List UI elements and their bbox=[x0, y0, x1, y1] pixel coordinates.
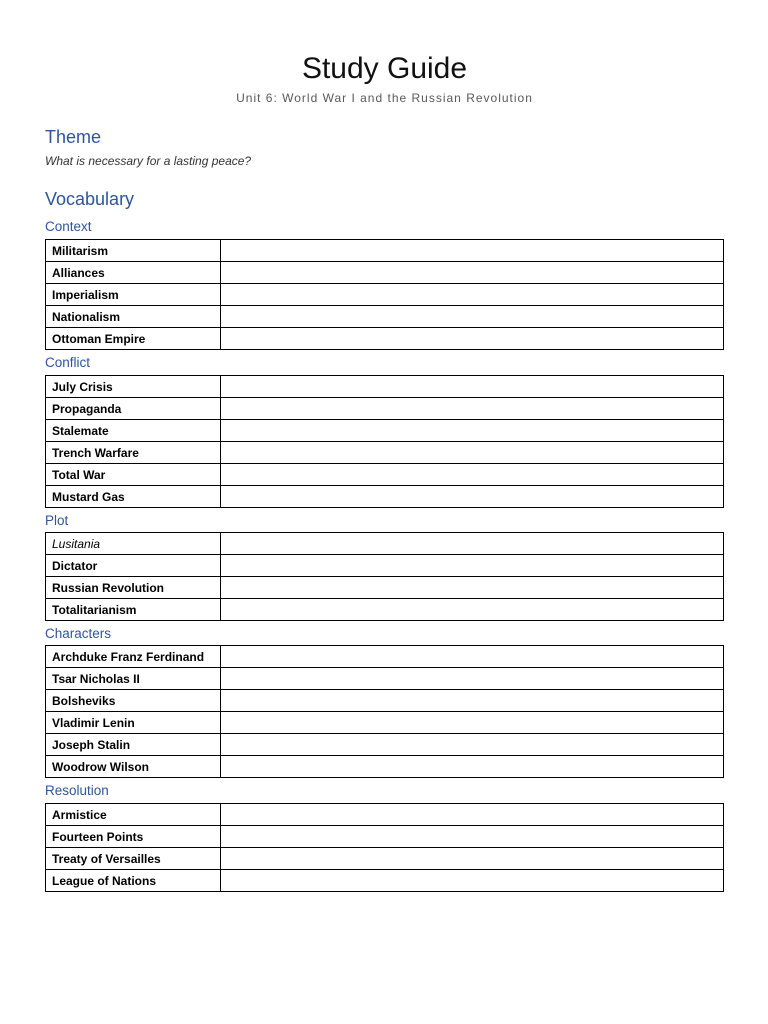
term-cell: Bolsheviks bbox=[46, 690, 221, 712]
vocab-table-context bbox=[45, 239, 724, 350]
definition-field[interactable] bbox=[221, 646, 724, 668]
vocab-table-characters bbox=[45, 645, 724, 778]
table-row bbox=[46, 284, 724, 306]
table-row bbox=[46, 262, 724, 284]
term-cell: Armistice bbox=[46, 804, 221, 826]
table-row bbox=[46, 555, 724, 577]
definition-field[interactable] bbox=[221, 420, 724, 442]
table-row bbox=[46, 420, 724, 442]
table-row bbox=[46, 533, 724, 555]
definition-field[interactable] bbox=[221, 442, 724, 464]
table-row bbox=[46, 577, 724, 599]
table-row bbox=[46, 442, 724, 464]
table-row bbox=[46, 690, 724, 712]
term-cell: League of Nations bbox=[46, 870, 221, 892]
page-title: Study Guide bbox=[301, 52, 468, 85]
definition-field[interactable] bbox=[221, 306, 724, 328]
definition-field[interactable] bbox=[221, 328, 724, 350]
definition-field[interactable] bbox=[221, 804, 724, 826]
page-subtitle: Unit 6: World War I and the Russian Revolution bbox=[236, 91, 533, 105]
table-row bbox=[46, 376, 724, 398]
definition-field[interactable] bbox=[221, 376, 724, 398]
definition-field[interactable] bbox=[221, 240, 724, 262]
term-cell: Propaganda bbox=[46, 398, 221, 420]
vocab-table-resolution bbox=[45, 803, 724, 892]
definition-field[interactable] bbox=[221, 555, 724, 577]
table-row bbox=[46, 486, 724, 508]
table-row bbox=[46, 848, 724, 870]
definition-field[interactable] bbox=[221, 486, 724, 508]
term-cell: Lusitania bbox=[46, 533, 221, 555]
definition-field[interactable] bbox=[221, 533, 724, 555]
definition-field[interactable] bbox=[221, 734, 724, 756]
vocab-table-plot bbox=[45, 532, 724, 621]
theme-question: What is necessary for a lasting peace? bbox=[45, 154, 252, 168]
table-row bbox=[46, 756, 724, 778]
term-cell: Stalemate bbox=[46, 420, 221, 442]
term-cell: Total War bbox=[46, 464, 221, 486]
vocab-table-conflict bbox=[45, 375, 724, 508]
section-heading-characters: Characters bbox=[45, 626, 112, 641]
term-cell: Fourteen Points bbox=[46, 826, 221, 848]
table-row bbox=[46, 646, 724, 668]
theme-heading: Theme bbox=[45, 127, 102, 147]
table-row bbox=[46, 306, 724, 328]
term-cell: Mustard Gas bbox=[46, 486, 221, 508]
section-heading-conflict: Conflict bbox=[45, 355, 91, 370]
table-row bbox=[46, 398, 724, 420]
definition-field[interactable] bbox=[221, 690, 724, 712]
term-cell: Militarism bbox=[46, 240, 221, 262]
term-cell: Imperialism bbox=[46, 284, 221, 306]
table-row bbox=[46, 734, 724, 756]
definition-field[interactable] bbox=[221, 599, 724, 621]
table-row bbox=[46, 870, 724, 892]
term-cell: Alliances bbox=[46, 262, 221, 284]
definition-field[interactable] bbox=[221, 848, 724, 870]
table-row bbox=[46, 712, 724, 734]
section-heading-plot: Plot bbox=[45, 513, 69, 528]
definition-field[interactable] bbox=[221, 262, 724, 284]
definition-field[interactable] bbox=[221, 398, 724, 420]
term-cell: Ottoman Empire bbox=[46, 328, 221, 350]
definition-field[interactable] bbox=[221, 870, 724, 892]
term-cell: Totalitarianism bbox=[46, 599, 221, 621]
vocabulary-heading: Vocabulary bbox=[45, 189, 135, 209]
term-cell: Woodrow Wilson bbox=[46, 756, 221, 778]
table-row bbox=[46, 464, 724, 486]
section-heading-context: Context bbox=[45, 219, 92, 234]
term-cell: July Crisis bbox=[46, 376, 221, 398]
term-cell: Joseph Stalin bbox=[46, 734, 221, 756]
term-cell: Archduke Franz Ferdinand bbox=[46, 646, 221, 668]
term-cell: Vladimir Lenin bbox=[46, 712, 221, 734]
table-row bbox=[46, 804, 724, 826]
definition-field[interactable] bbox=[221, 284, 724, 306]
section-heading-resolution: Resolution bbox=[45, 783, 109, 798]
table-row bbox=[46, 240, 724, 262]
term-cell: Nationalism bbox=[46, 306, 221, 328]
term-cell: Dictator bbox=[46, 555, 221, 577]
term-cell: Trench Warfare bbox=[46, 442, 221, 464]
table-row bbox=[46, 328, 724, 350]
definition-field[interactable] bbox=[221, 712, 724, 734]
table-row bbox=[46, 599, 724, 621]
term-cell: Treaty of Versailles bbox=[46, 848, 221, 870]
term-cell: Russian Revolution bbox=[46, 577, 221, 599]
table-row bbox=[46, 668, 724, 690]
definition-field[interactable] bbox=[221, 577, 724, 599]
term-cell: Tsar Nicholas II bbox=[46, 668, 221, 690]
definition-field[interactable] bbox=[221, 826, 724, 848]
definition-field[interactable] bbox=[221, 464, 724, 486]
definition-field[interactable] bbox=[221, 668, 724, 690]
table-row bbox=[46, 826, 724, 848]
definition-field[interactable] bbox=[221, 756, 724, 778]
